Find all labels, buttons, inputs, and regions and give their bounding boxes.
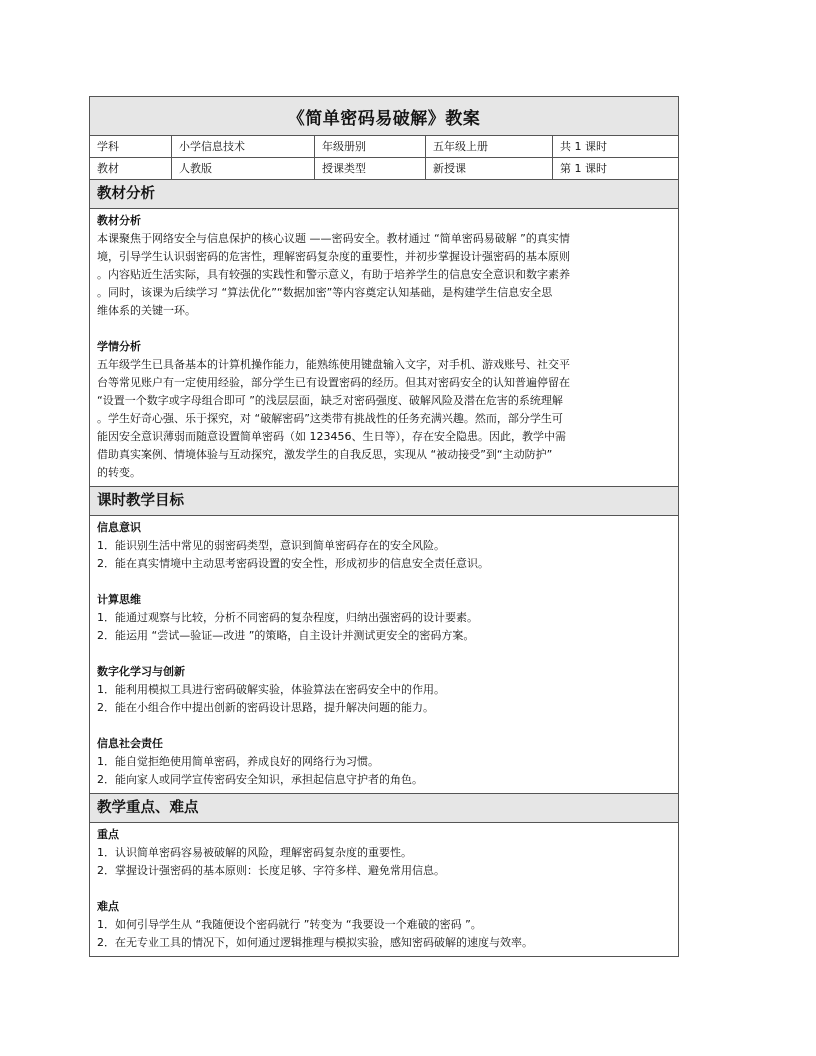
subsection-title: 数字化学习与创新 [97, 665, 185, 678]
list-item: 2．能运用 “尝试—验证—改进 ”的策略，自主设计并测试更安全的密码方案。 [97, 629, 475, 642]
goal-list [97, 681, 671, 717]
text-line: “设置一个数字或字母组合即可 ”的浅层层面，缺乏对密码强度、破解风险及潜在危害的系统理解 [97, 394, 563, 407]
subsection-title: 重点 [97, 828, 119, 841]
text-line: 能因安全意识薄弱而随意设置简单密码（如 123456、生日等），存在安全隐患。因此，教学中需 [97, 430, 566, 443]
list-item: 2．能在真实情境中主动思考密码设置的安全性，形成初步的信息安全责任意识。 [97, 557, 489, 570]
info-row-2 [90, 158, 678, 180]
list-item: 2．能向家人或同学宣传密码安全知识，承担起信息守护者的角色。 [97, 773, 423, 786]
section-body-analysis [90, 209, 678, 487]
text-line: 五年级学生已具备基本的计算机操作能力，能熟练使用键盘输入文字，对手机、游戏账号、社交平 [97, 358, 570, 371]
info-cell: 五年级上册 [426, 136, 553, 157]
subsection-title: 信息意识 [97, 521, 141, 534]
subsection-title: 教材分析 [97, 214, 141, 227]
list-item: 1．如何引导学生从 “我随便设个密码就行 ”转变为 “我要设一个难破的密码 ”。 [97, 918, 482, 931]
lesson-plan-table [89, 96, 679, 957]
section-heading-analysis: 教材分析 [90, 180, 678, 209]
list-item: 1．能利用模拟工具进行密码破解实验，体验算法在密码安全中的作用。 [97, 683, 445, 696]
info-cell: 年级册别 [315, 136, 426, 157]
text-line: 本课聚焦于网络安全与信息保护的核心议题 ——密码安全。教材通过 “简单密码易破解 ”的真实情 [97, 232, 570, 245]
list-item: 2．能在小组合作中提出创新的密码设计思路，提升解决问题的能力。 [97, 701, 434, 714]
list-item: 2．掌握设计强密码的基本原则：长度足够、字符多样、避免常用信息。 [97, 864, 445, 877]
subsection-title: 学情分析 [97, 340, 141, 353]
text-line: 。内容贴近生活实际，具有较强的实践性和警示意义，有助于培养学生的信息安全意识和数字素养 [97, 268, 570, 281]
subsection-title: 难点 [97, 900, 119, 913]
text-line: 境，引导学生认识弱密码的危害性，理解密码复杂度的重要性，并初步掌握设计强密码的基本原则 [97, 250, 570, 263]
text-line: 。学生好奇心强、乐于探究，对 “破解密码”这类带有挑战性的任务充满兴趣。然而，部分学生可 [97, 412, 563, 425]
text-line: 的转变。 [97, 466, 141, 479]
list-item: 1．认识简单密码容易被破解的风险，理解密码复杂度的重要性。 [97, 846, 412, 859]
text-line: 维体系的关键一环。 [97, 304, 196, 317]
section-heading-goals: 课时教学目标 [90, 487, 678, 516]
list-item: 2．在无专业工具的情况下，如何通过逻辑推理与模拟实验，感知密码破解的速度与效率。 [97, 936, 533, 949]
list-item: 1．能识别生活中常见的弱密码类型，意识到简单密码存在的安全风险。 [97, 539, 445, 552]
goal-list [97, 609, 671, 645]
text-line: 台等常见账户有一定使用经验，部分学生已有设置密码的经历。但其对密码安全的认知普遍停留在 [97, 376, 570, 389]
paragraph-material [97, 230, 671, 320]
document-title: 《简单密码易破解》教案 [90, 97, 678, 136]
info-cell: 授课类型 [315, 158, 426, 179]
section-body-keypoints [90, 823, 678, 956]
text-line: 借助真实案例、情境体验与互动探究，激发学生的自我反思，实现从 “被动接受”到“主动防护” [97, 448, 553, 461]
goal-list [97, 537, 671, 573]
info-cell: 共 1 课时 [560, 140, 607, 153]
subsection-title: 信息社会责任 [97, 737, 163, 750]
list-item: 1．能通过观察与比较，分析不同密码的复杂程度，归纳出强密码的设计要素。 [97, 611, 478, 624]
info-cell: 人教版 [172, 158, 315, 179]
info-cell: 学科 [90, 136, 172, 157]
section-heading-keypoints: 教学重点、难点 [90, 794, 678, 823]
difficulty-list [97, 916, 671, 952]
paragraph-students [97, 356, 671, 482]
list-item: 1．能自觉拒绝使用简单密码，养成良好的网络行为习惯。 [97, 755, 379, 768]
section-body-goals [90, 516, 678, 794]
info-cell: 小学信息技术 [172, 136, 315, 157]
info-cell: 教材 [90, 158, 172, 179]
info-row-1 [90, 136, 678, 158]
subsection-title: 计算思维 [97, 593, 141, 606]
goal-list [97, 753, 671, 789]
keypoint-list [97, 844, 671, 880]
info-cell: 新授课 [426, 158, 553, 179]
info-cell: 第 1 课时 [560, 162, 607, 175]
text-line: 。同时，该课为后续学习 “算法优化”“数据加密”等内容奠定认知基础，是构建学生信息安全思 [97, 286, 553, 299]
